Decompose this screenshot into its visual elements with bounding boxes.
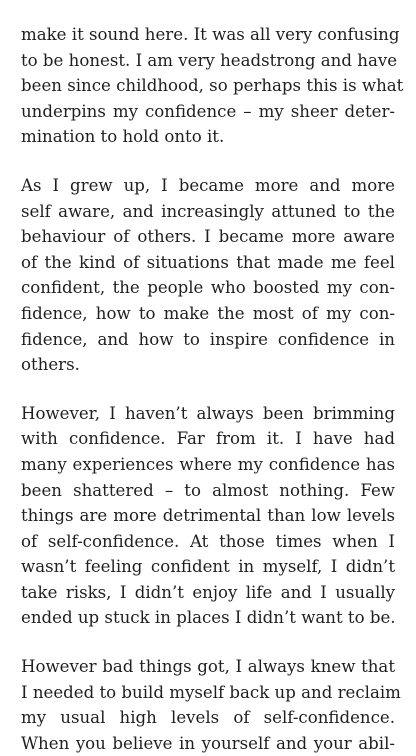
text-line: others.: [21, 355, 80, 375]
text-line: been since childhood, so perhaps this is what: [21, 76, 404, 96]
paragraph-3: [21, 401, 395, 631]
text-line: of the kind of situations that made me feel: [21, 252, 395, 272]
text-line: many experiences where my confidence has: [21, 454, 395, 474]
text-line: underpins my confidence – my sheer deter-: [21, 101, 395, 121]
text-line: my usual high levels of self-confidence.: [21, 708, 395, 728]
text-line: make it sound here. It was all very confusing: [21, 25, 400, 44]
text-line: When you believe in yourself and your abil-: [21, 733, 395, 753]
text-line: been shattered – to almost nothing. Few: [21, 480, 395, 500]
text-line: things are more detrimental than low levels: [21, 506, 395, 526]
text-line: to be honest. I am very headstrong and have: [21, 50, 398, 70]
text-line: self aware, and increasingly attuned to the: [21, 201, 395, 221]
text-line: fidence, and how to inspire confidence in: [21, 329, 395, 349]
text-line: with confidence. Far from it. I have had: [21, 429, 395, 449]
paragraph-4: [21, 654, 401, 756]
text-line: take risks, I didn’t enjoy life and I usually: [21, 582, 395, 602]
text-line: behaviour of others. I became more aware: [21, 227, 395, 247]
text-line: ended up stuck in places I didn’t want to be.: [21, 608, 396, 628]
text-line: However, I haven’t always been brimming: [21, 403, 395, 423]
text-line: mination to hold onto it.: [21, 127, 225, 147]
text-line: As I grew up, I became more and more: [21, 175, 395, 195]
paragraph-2: [21, 173, 395, 378]
text-line: However bad things got, I always knew that: [21, 657, 395, 677]
paragraph-1: [21, 22, 404, 150]
text-line: fidence, how to make the most of my con-: [21, 303, 395, 323]
text-line: confident, the people who boosted my con-: [21, 278, 395, 298]
text-line: of self-confidence. At those times when I: [21, 531, 395, 551]
text-line: I needed to build myself back up and reclaim: [21, 682, 401, 702]
text-line: wasn’t feeling confident in myself, I didn’t: [21, 557, 395, 577]
